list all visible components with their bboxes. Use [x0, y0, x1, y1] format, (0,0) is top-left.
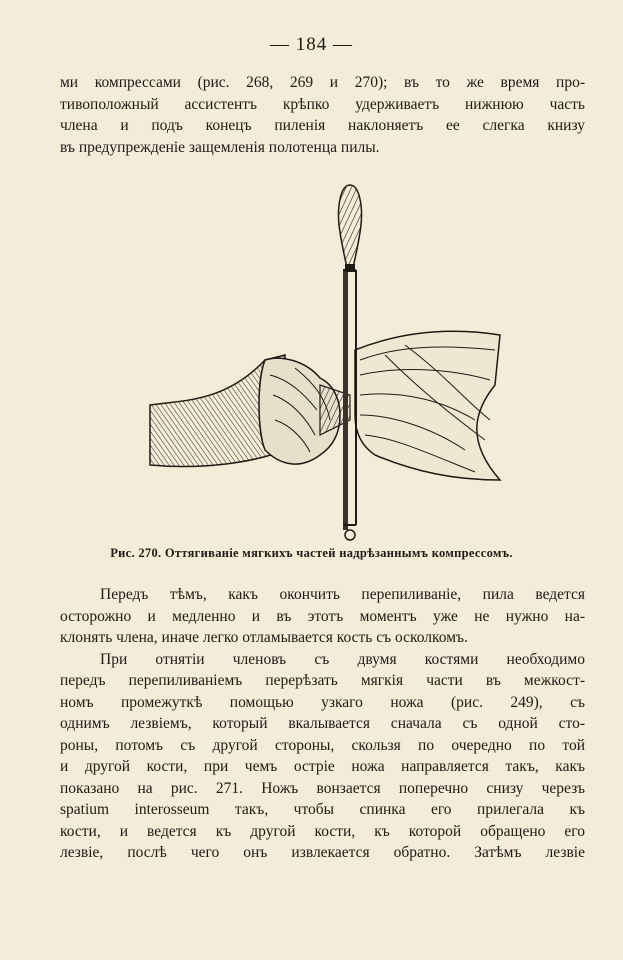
text-line: номъ промежуткѣ помощью узкаго ножа (рис. 249), съ — [60, 693, 585, 711]
text-line: роны, потомъ съ другой стороны, скользя по очередно по той — [60, 736, 585, 754]
text-line: члена и подъ конецъ пиленія наклоняетъ ее слегка книзу — [60, 117, 585, 134]
text-line: Передъ тѣмъ, какъ окончить перепиливаніе, пила ведется — [100, 586, 585, 603]
text-line: въ предупрежденіе защемленія полотенца пилы. — [60, 138, 380, 156]
limb-lower-part — [355, 331, 500, 480]
text-line: клонять члена, иначе легко отламывается кость съ осколкомъ. — [60, 629, 468, 646]
text-line: тивоположный ассистентъ крѣпко удерживаетъ нижнюю часть — [60, 95, 585, 113]
text-line: ми компрессами (рис. 268, 269 и 270); въ то же время про- — [60, 74, 585, 91]
text-line: передъ перепиливаніемъ перерѣзать мягкія части въ межкост- — [60, 672, 585, 689]
figure-caption: Рис. 270. Оттягиваніе мягкихъ частей надрѣзаннымъ компрессомъ. — [110, 546, 513, 560]
text-line: осторожно и медленно и въ этотъ моментъ уже не нужно на- — [60, 607, 585, 625]
text-line: лезвіе, послѣ чего онъ извлекается обратно. Затѣмъ лезвіе — [60, 844, 585, 861]
text-line: однимъ лезвіемъ, который вкалывается сначала съ одной сто- — [60, 715, 585, 732]
saw-blade — [343, 270, 348, 530]
surgical-saw-illustration — [145, 180, 505, 545]
saw-handle — [338, 185, 361, 268]
paragraph-bottom — [60, 584, 585, 864]
page-number: — 184 — — [270, 34, 353, 55]
paragraph-top — [60, 72, 585, 158]
text-line: кости, и ведется къ другой кости, къ которой обращено его — [60, 822, 585, 840]
text-line: и другой кости, при чемъ остріе ножа направляется такъ, какъ — [60, 758, 585, 775]
text-line: показано на рис. 271. Ножъ вонзается поперечно снизу черезъ — [60, 779, 585, 797]
text-line: При отнятіи членовъ съ двумя костями необходимо — [100, 650, 585, 668]
text-line: spatium interosseum такъ, чтобы спинка его прилегала къ — [60, 801, 585, 818]
